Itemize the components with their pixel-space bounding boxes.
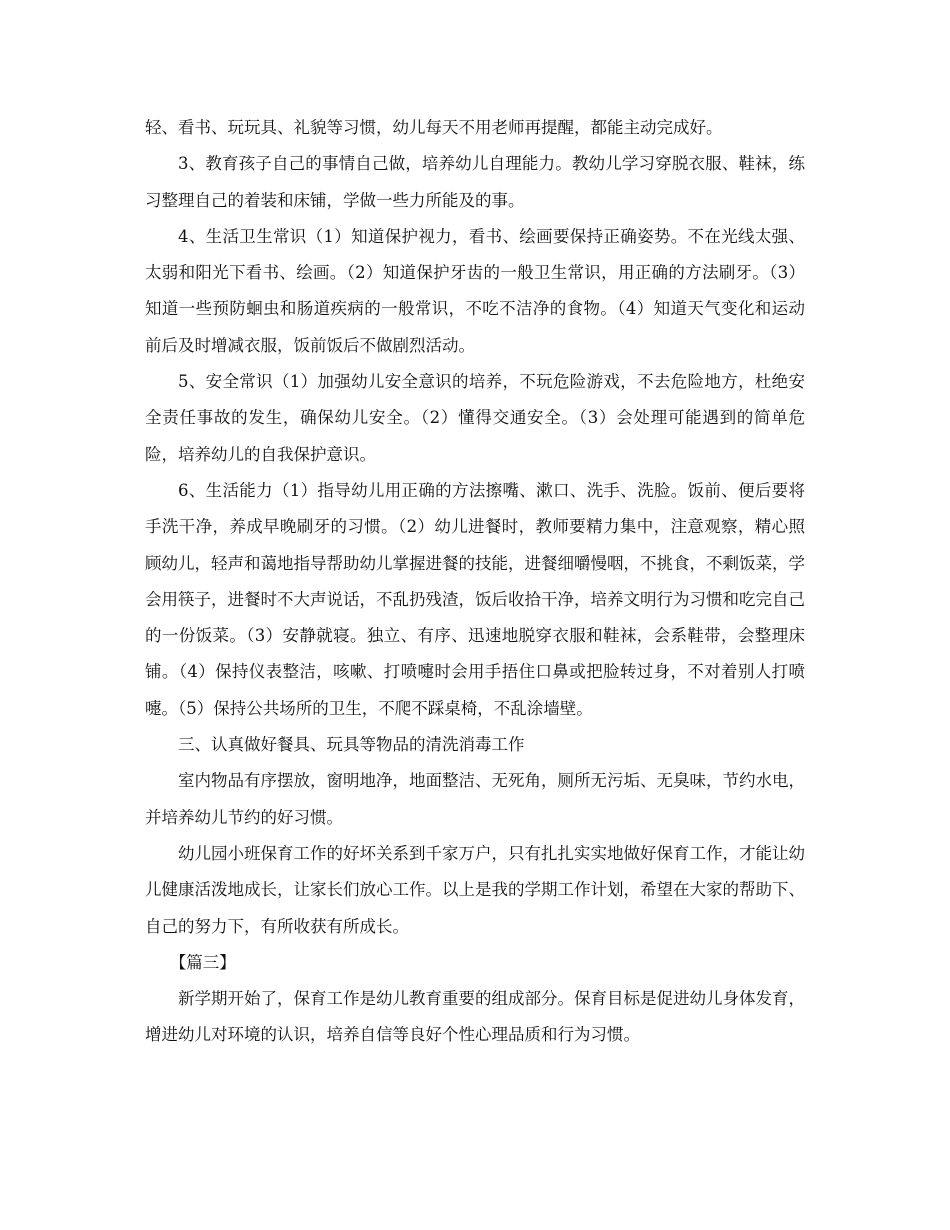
paragraph-conclusion: 幼儿园小班保育工作的好坏关系到千家万户，只有扎扎实实地做好保育工作，才能让幼儿健康活泼地成长，让家长们放心工作。以上是我的学期工作计划，希望在大家的帮助下、自己的努力下，有所收获有所成长。 bbox=[145, 843, 805, 936]
paragraph-safety: 5、安全常识（1）加强幼儿安全意识的培养，不玩危险游戏，不去危险地方，杜绝安全责任事故的发生，确保幼儿安全。（2）懂得交通安全。（3）会处理可能遇到的简单危险，培养幼儿的自我保护意识。 bbox=[145, 372, 805, 464]
paragraph-hygiene: 4、生活卫生常识（1）知道保护视力，看书、绘画要保持正确姿势。不在光线太强、太弱和阳光下看书、绘画。（2）知道保护牙齿的一般卫生常识，用正确的方法刷牙。（3）知道一些预防蛔虫和肠道疾病的一般常识，不吃不洁净的食物。（4）知道天气变化和运动前后及时增减衣服，饭前饭后不做剧烈活动。 bbox=[145, 226, 805, 355]
document-page bbox=[145, 110, 805, 1054]
paragraph-room-order: 室内物品有序摆放，窗明地净，地面整洁、无死角，厕所无污垢、无臭味，节约水电，并培养幼儿节约的好习惯。 bbox=[145, 771, 805, 827]
section-heading-disinfection: 三、认真做好餐具、玩具等物品的清洗消毒工作 bbox=[178, 735, 525, 755]
paragraph-new-semester: 新学期开始了，保育工作是幼儿教育重要的组成部分。保育目标是促进幼儿身体发育，增进幼儿对环境的认识，培养自信等良好个性心理品质和行为习惯。 bbox=[145, 989, 805, 1045]
paragraph-life-skills: 6、生活能力（1）指导幼儿用正确的方法擦嘴、漱口、洗手、洗脸。饭前、便后要将手洗干净，养成早晚刷牙的习惯。（2）幼儿进餐时，教师要精力集中，注意观察，精心照顾幼儿，轻声和蔼地指导帮助幼儿掌握进餐的技能，进餐细嚼慢咽，不挑食，不剩饭菜，学会用筷子，进餐时不大声说话，不乱扔残渣，饭后收拾干净，培养文明行为习惯和吃完自己的一份饭菜。（3）安静就寝。独立、有序、迅速地脱穿衣服和鞋袜，会系鞋带，会整理床铺。（4）保持仪表整洁，咳嗽、打喷嚏时会用手捂住口鼻或把脸转过身，不对着别人打喷嚏。（5）保持公共场所的卫生，不爬不踩桌椅，不乱涂墙壁。 bbox=[145, 480, 805, 718]
paragraph-self-care: 3、教育孩子自己的事情自己做，培养幼儿自理能力。教幼儿学习穿脱衣服、鞋袜，练习整理自己的着装和床铺，学做一些力所能及的事。 bbox=[145, 154, 805, 210]
paragraph-continuation: 轻、看书、玩玩具、礼貌等习惯，幼儿每天不用老师再提醒，都能主动完成好。 bbox=[145, 118, 723, 137]
chapter-heading-part-three: 【篇三】 bbox=[169, 952, 236, 972]
